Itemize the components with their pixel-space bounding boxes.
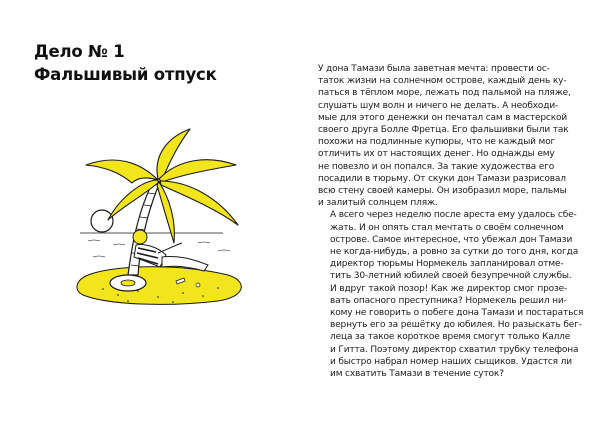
sun bbox=[91, 210, 113, 232]
case-title: Фальшивый отпуск bbox=[34, 65, 217, 84]
text-line: острове. Самое интересное, что убежал дон Тамази bbox=[330, 234, 573, 245]
swim-ring-hole bbox=[121, 280, 135, 286]
text-line: и Гитта. Поэтому директор схватил трубку телефона bbox=[330, 344, 579, 355]
text-line: вернуть его за решётку до юбилея. Но разыскать бег- bbox=[330, 320, 582, 331]
shell bbox=[196, 283, 200, 287]
text-line: У дона Тамази была заветная мечта: провести ос- bbox=[318, 64, 550, 74]
text-line: отличить их от настоящих денег. Но однажды ему bbox=[318, 149, 555, 160]
palm-island-illustration bbox=[58, 125, 278, 320]
case-number: Дело № 1 bbox=[34, 42, 125, 61]
text-line: не когда-нибудь, а ровно за сутки до того дня, когда bbox=[330, 247, 579, 258]
man-head bbox=[133, 230, 147, 244]
story-paragraph-2 bbox=[318, 209, 584, 380]
sand-island bbox=[77, 267, 241, 305]
text-line: кому не говорить о побеге дона Тамази и постараться bbox=[330, 308, 584, 319]
text-line: леца за такое короткое время смогут только Калле bbox=[330, 332, 571, 343]
text-line: слушать шум волн и ничего не делать. А необходи- bbox=[318, 100, 559, 111]
text-line: и быстро набрал номер наших сыщиков. Удастся ли bbox=[330, 356, 572, 367]
text-line: им схватить Тамази в течение суток? bbox=[330, 369, 504, 380]
text-line: похожи на подлинные купюры, что не каждый мог bbox=[318, 137, 556, 148]
man-arm bbox=[158, 243, 182, 253]
text-line: тить 30-летний юбилей своей безупречной службы. bbox=[330, 271, 572, 282]
case-heading bbox=[34, 40, 217, 86]
text-line: не повезло и он попался. За такие художества его bbox=[318, 161, 555, 172]
text-line: посадили в тюрьму. От скуки дон Тамази разрисовал bbox=[318, 173, 566, 184]
text-line: таток жизни на солнечном острове, каждый день ку- bbox=[318, 76, 567, 87]
story-text bbox=[318, 63, 584, 380]
lying-man bbox=[133, 230, 208, 271]
text-line: мые для этого денежки он печатал сам в мастерской bbox=[318, 112, 568, 123]
text-line: А всего через неделю после ареста ему удалось сбе- bbox=[330, 210, 577, 221]
text-line: вать опасного преступника? Нормекель решил ни- bbox=[330, 295, 567, 306]
text-line: жать. И он опять стал мечтать о своём солнечном bbox=[330, 222, 564, 233]
text-line: паться в тёплом море, лежать под пальмой на пляже, bbox=[318, 88, 571, 99]
text-line: директор тюрьмы Нормекель запланировал отме- bbox=[330, 259, 564, 270]
text-line: и залитый солнцем пляж. bbox=[318, 198, 438, 209]
text-line: всю стену своей камеры. Он изобразил море, пальмы bbox=[318, 186, 567, 197]
text-line: своего друга Болле Фретца. Его фальшивки были так bbox=[318, 125, 569, 136]
text-line: И вдруг такой позор! Как же директор смог прозе- bbox=[330, 283, 568, 294]
story-paragraph-1 bbox=[318, 63, 571, 209]
